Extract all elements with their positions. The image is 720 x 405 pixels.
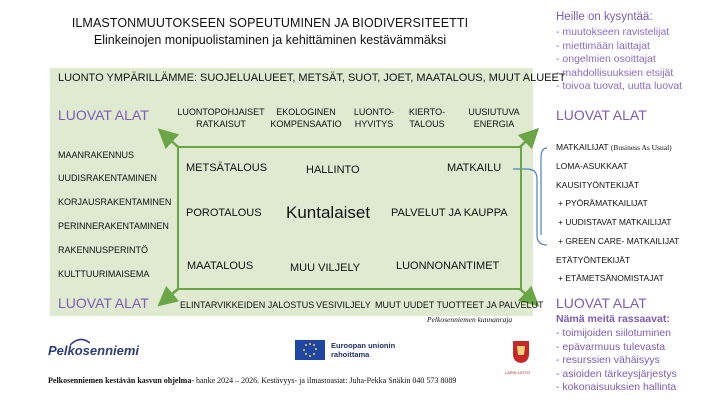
- left-item: PERINNERAKENTAMINEN: [58, 221, 169, 231]
- list-item: - mahdollisuuksien etsijät: [556, 66, 674, 79]
- sector-matkailu: MATKAILU: [447, 162, 502, 174]
- list-item: - asioiden tärkeysjärjestys: [556, 367, 677, 380]
- tourism-item: + GREEN CARE- MATKAILIJAT: [558, 236, 680, 246]
- category-line: ENERGIA: [473, 119, 515, 129]
- sector-muu-viljely: MUU VILJELY: [290, 262, 361, 274]
- tourism-item: ETÄTYÖNTEKIJÄT: [556, 255, 631, 265]
- list-item: - resurssien vähäisyys: [556, 354, 660, 367]
- luovat-alat-top: LUOVAT ALAT: [58, 107, 149, 123]
- panel-header: LUONTO YMPÄRILLÄMME: SUOJELUALUEET, METSÄT, SUOT, JOET, MAATALOUS, MUUT ALUEET: [58, 72, 566, 84]
- tourism-head: [556, 142, 672, 152]
- arrow-bottom-right: [520, 289, 532, 300]
- footer: [48, 376, 456, 385]
- category-line: EKOLOGINEN: [276, 107, 336, 117]
- category-line: RATKAISUT: [196, 119, 246, 129]
- bottom-elintarvike: ELINTARVIKKEIDEN JALOSTUS: [180, 300, 315, 310]
- tourism-bracket: [541, 148, 547, 235]
- sector-metsatalous: METSÄTALOUS: [186, 162, 268, 174]
- page-subtitle: Elinkeinojen monipuolistaminen ja kehittäminen kestävämmäksi: [93, 33, 447, 47]
- left-item: RAKENNUSPERINTÖ: [58, 245, 149, 255]
- bottom-muut: MUUT UUDET TUOTTEET JA PALVELUT: [375, 300, 544, 310]
- arrow-bottom-left: [165, 289, 178, 300]
- lapin-liitto-crest-icon: [512, 340, 530, 364]
- eu-funding-label: [331, 341, 395, 359]
- demand-list: [556, 26, 682, 94]
- sector-maatalous: MAATALOUS: [187, 260, 254, 272]
- tourism-item: + ETÄMETSÄNOMISTAJAT: [558, 273, 664, 283]
- tourism-item: LOMA-ASUKKAAT: [556, 161, 628, 171]
- credit: Pelkosenniemen kunnanraja: [427, 315, 513, 324]
- list-item: - ongelmien osoittajat: [556, 53, 656, 66]
- eu-flag-icon: [295, 340, 325, 360]
- luovat-alat-right-1: LUOVAT ALAT: [556, 107, 647, 123]
- center-kuntalaiset: Kuntalaiset: [286, 203, 371, 222]
- left-item: MAANRAKENNUS: [58, 150, 135, 160]
- sector-palvelut: PALVELUT JA KAUPPA: [391, 207, 508, 219]
- demand-heading: Heille on kysyntää:: [556, 11, 653, 23]
- page-title: ILMASTONMUUTOKSEEN SOPEUTUMINEN JA BIODIVERSITEETTI: [71, 16, 469, 30]
- left-item: KULTTUURIMAISEMA: [58, 269, 150, 279]
- footer-details: - hanke 2024 – 2026. Kestävyys- ja ilmastoasiat: Juha-Pekka Snäkin 040 573 8089: [191, 376, 457, 385]
- eu-line: Euroopan unionin: [331, 341, 396, 350]
- footer-program: Pelkosenniemen kestävän kasvun ohjelma: [48, 376, 192, 385]
- luovat-alat-bottom: LUOVAT ALAT: [58, 295, 149, 311]
- list-item: - toivoa tuovat, uutta luovat: [556, 80, 683, 93]
- list-item: - epävarmuus tulevasta: [556, 340, 666, 353]
- list-item: - kokonaisuuksien hallinta: [556, 381, 677, 394]
- left-item: KORJAUSRAKENTAMINEN: [58, 197, 172, 207]
- category-line: UUSIUTUVA: [468, 107, 520, 117]
- tourism-item: + UUDISTAVAT MATKAILIJAT: [558, 217, 672, 227]
- list-item: - toimijoiden siilotuminen: [556, 327, 671, 339]
- tourism-item: + PYÖRÄMATKAILIJAT: [558, 198, 648, 208]
- tourism-head-label: MATKAILIJAT: [556, 142, 609, 152]
- sector-hallinto: HALLINTO: [306, 164, 360, 176]
- bottom-vesiviljely: VESIVILJELY: [316, 300, 371, 310]
- category-line: KOMPENSAATIO: [270, 119, 342, 129]
- sector-luonnonantimet: LUONNONANTIMET: [396, 260, 500, 272]
- list-item: - miettimään laittajat: [556, 39, 650, 52]
- resources-list: [556, 327, 677, 395]
- tourism-head-note: (Business As Usual): [610, 143, 672, 152]
- category-line: LUONTO-: [353, 107, 395, 117]
- list-item: - muutokseen ravistelijat: [556, 26, 670, 38]
- pelkosenniemi-logo: Pelkosenniemi: [48, 343, 140, 358]
- category-line: KIERTO-: [408, 107, 446, 117]
- category-line: LUONTOPOHJAISET: [177, 107, 265, 117]
- crest-label: LAPIN LIITTO: [505, 370, 531, 375]
- resources-heading: Nämä meitä rassaavat:: [556, 313, 670, 325]
- category-line: TALOUS: [409, 119, 445, 129]
- category-line: HYVITYS: [354, 119, 394, 129]
- luovat-alat-right-2: LUOVAT ALAT: [556, 295, 647, 311]
- logo-swoosh-icon: [70, 337, 90, 347]
- tourism-item: KAUSITYÖNTEKIJÄT: [556, 180, 640, 190]
- eu-line: rahoittama: [331, 350, 370, 359]
- sector-porotalous: POROTALOUS: [186, 207, 262, 219]
- left-item: UUDISRAKENTAMINEN: [58, 173, 157, 183]
